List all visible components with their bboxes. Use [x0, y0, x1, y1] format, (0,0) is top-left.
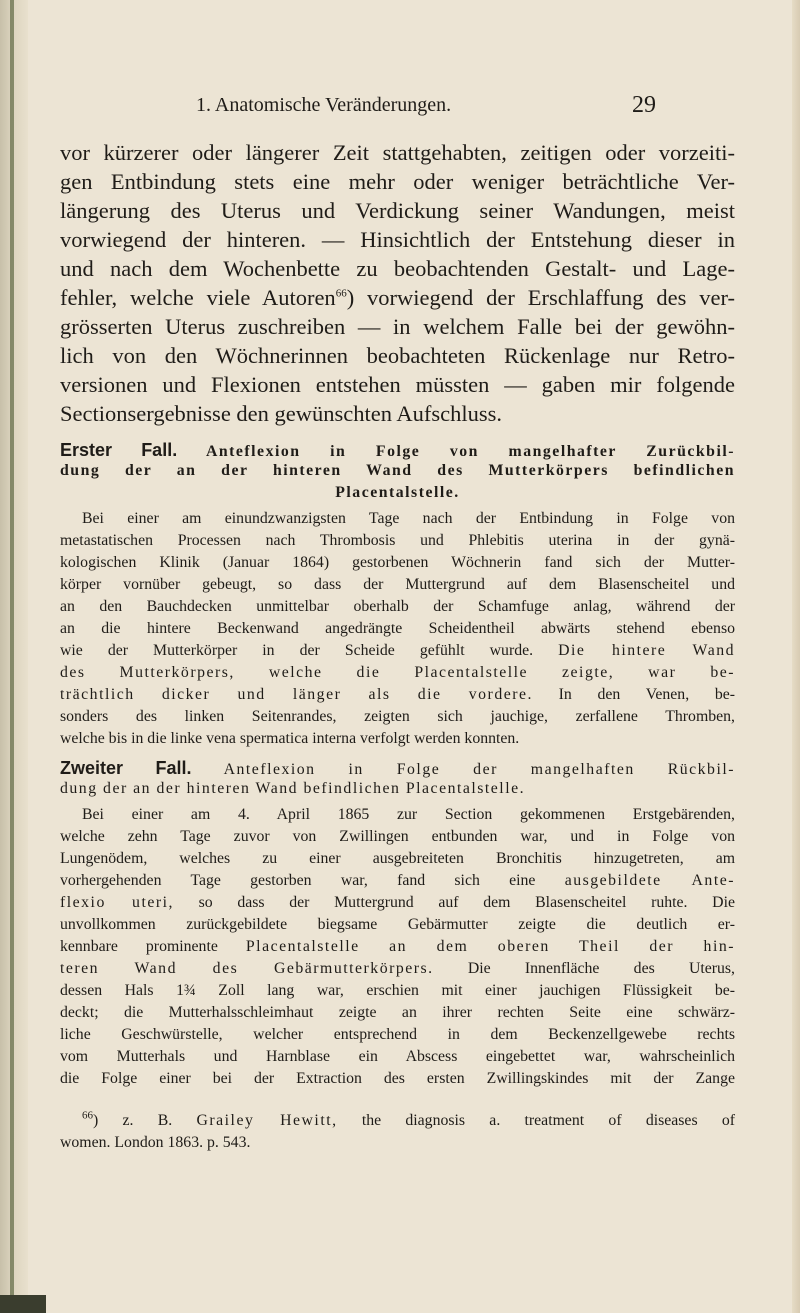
text-line: vor kürzerer oder längerer Zeit stattgehabten, zeitigen oder vorzeiti- — [60, 140, 735, 165]
text-segment: vorwiegend der Erschlaffung des ver- — [367, 285, 735, 310]
text-line: welche bis in die linke vena spermatica interna verfolgt werden konnten. — [60, 730, 520, 747]
case-heading-text: Anteflexion in Folge von mangelhafter Zurückbil- — [205, 443, 735, 460]
text-segment: fehler, welche viele Autoren — [60, 285, 336, 310]
footnote-reference: 66 — [335, 287, 347, 300]
page-left-margin-shadow — [0, 0, 28, 1313]
text-line: längerung des Uterus und Verdickung seiner Wandungen, meist — [60, 198, 735, 223]
text-line: Sectionsergebnisse den gewünschten Aufschluss. — [60, 401, 503, 426]
text-line — [60, 960, 735, 978]
text-line: vorwiegend der hinteren. — Hinsichtlich der Entstehung dieser in — [60, 227, 735, 252]
text-segment: kennbare prominente — [60, 938, 218, 955]
emphasized-text: Placentalstelle an dem oberen Theil der hin- — [245, 938, 736, 955]
text-line: liche Geschwürstelle, welcher entsprechend in dem Beckenzellgewebe rechts — [60, 1026, 735, 1043]
case-heading-line: dung der an der hinteren Wand befindlichen Placentalstelle. — [60, 780, 526, 797]
text-line: die Folge einer bei der Extraction des ersten Zwillingskindes mit der Zange — [60, 1070, 735, 1087]
text-line: an die hintere Beckenwand angedrängte Scheidentheil abwärts stehend ebenso — [60, 620, 735, 637]
case-heading-text: Anteflexion in Folge der mangelhaften Rückbil- — [223, 761, 735, 778]
text-line: welche zehn Tage zuvor von Zwillingen entbunden war, und in Folge von — [60, 828, 735, 845]
page-number: 29 — [632, 92, 656, 118]
footnote-text: the diagnosis a. treatment of diseases of — [361, 1112, 736, 1129]
running-title: 1. Anatomische Veränderungen. — [196, 94, 452, 116]
text-segment: wie der Mutterkörper in der Scheide gefühlt wurde. — [60, 642, 534, 659]
text-line: versionen und Flexionen entstehen müssten — gaben mir folgende — [60, 372, 735, 397]
text-line: Lungenödem, welches zu einer ausgebreiteten Bronchitis hinzugetreten, am — [60, 850, 735, 867]
emphasized-text: trächtlich dicker und länger als die vordere. — [60, 686, 533, 703]
text-line — [60, 686, 735, 704]
text-segment: vorhergehenden Tage gestorben war, fand sich eine — [60, 872, 536, 889]
footnote-ref-prefix: z. B. — [122, 1112, 173, 1129]
text-line: grösserten Uterus zuschreiben — in welchem Falle bei der gewöhn- — [60, 314, 735, 339]
text-line — [60, 894, 735, 912]
text-line: kologischen Klinik (Januar 1864) gestorbenen Wöchnerin fand sich der Mutter- — [60, 554, 735, 571]
footnote-marker: 66 — [82, 1109, 93, 1122]
text-line: sonders des linken Seitenrandes, zeigten sich jauchige, zerfallene Thromben, — [60, 708, 735, 725]
text-line: Bei einer am einundzwanzigsten Tage nach der Entbindung in Folge von — [82, 510, 735, 527]
text-line: unvollkommen zurückgebildete biegsame Gebärmutter zeigte die deutlich er- — [60, 916, 735, 933]
footnote-author: Grailey Hewitt, — [196, 1112, 338, 1129]
footnote-line: $^{66}$) z. B. Grailey Hewitt, the diagnosis a. treatment of diseases of — [82, 1109, 736, 1129]
emphasized-text: Die hintere Wand — [558, 642, 736, 659]
text-line: deckt; die Mutterhalsschleimhaut zeigte an ihrer rechten Seite eine schwärz- — [60, 1004, 735, 1021]
text-line — [60, 642, 735, 660]
text-line: und nach dem Wochenbette zu beobachtenden Gestalt- und Lage- — [60, 256, 735, 281]
emphasized-text: flexio uteri, — [60, 894, 174, 911]
text-line: Bei einer am 4. April 1865 zur Section gekommenen Erstgebärenden, — [82, 806, 735, 823]
case-heading-line — [60, 758, 735, 779]
case-heading-line: Placentalstelle. — [335, 484, 460, 501]
text-segment: so dass der Muttergrund auf dem Blasenscheitel ruhte. Die — [198, 894, 735, 911]
text-line: gen Entbindung stets eine mehr oder weniger beträchtliche Ver- — [60, 169, 735, 194]
page-right-margin — [792, 0, 800, 1313]
text-line: vom Mutterhals und Harnblase ein Abscess eingebettet war, wahrscheinlich — [60, 1048, 735, 1065]
text-line: an den Bauchdecken unmittelbar oberhalb der Schamfuge anlag, während der — [60, 598, 735, 615]
emphasized-line: des Mutterkörpers, welche die Placentalstelle zeigte, war be- — [60, 664, 735, 681]
emphasized-text: teren Wand des Gebärmutterkörpers. — [60, 960, 434, 977]
binding-edge — [10, 0, 14, 1313]
text-segment: Die Innenfläche des Uterus, — [467, 960, 736, 977]
footnote-line: women. London 1863. p. 543. — [60, 1134, 251, 1151]
text-line: metastatischen Processen nach Thrombosis und Phlebitis uterina in der gynä- — [60, 532, 735, 549]
scan-corner — [0, 1295, 46, 1313]
text-segment: In den Venen, be- — [558, 686, 735, 703]
page-header — [196, 94, 656, 122]
case-heading-line — [60, 440, 735, 461]
case-label: Erster Fall. — [60, 440, 178, 460]
text-line: dessen Hals 1¾ Zoll lang war, erschien mit einer jauchigen Flüssigkeit be- — [60, 982, 735, 999]
text-line: fehler, welche viele Autoren$^{66}$) vorwiegend der Erschlaffung des ver- — [60, 285, 735, 310]
text-line: lich von den Wöchnerinnen beobachteten Rückenlage nur Retro- — [60, 343, 735, 368]
case-heading-line: dung der an der hinteren Wand des Mutterkörpers befindlichen — [60, 462, 735, 479]
text-line — [60, 938, 735, 956]
text-line: körper vornüber gebeugt, so dass der Muttergrund auf dem Blasenscheitel und — [60, 576, 735, 593]
emphasized-text: ausgebildete Ante- — [564, 872, 735, 889]
text-line — [60, 872, 735, 890]
case-label: Zweiter Fall. — [60, 758, 192, 778]
